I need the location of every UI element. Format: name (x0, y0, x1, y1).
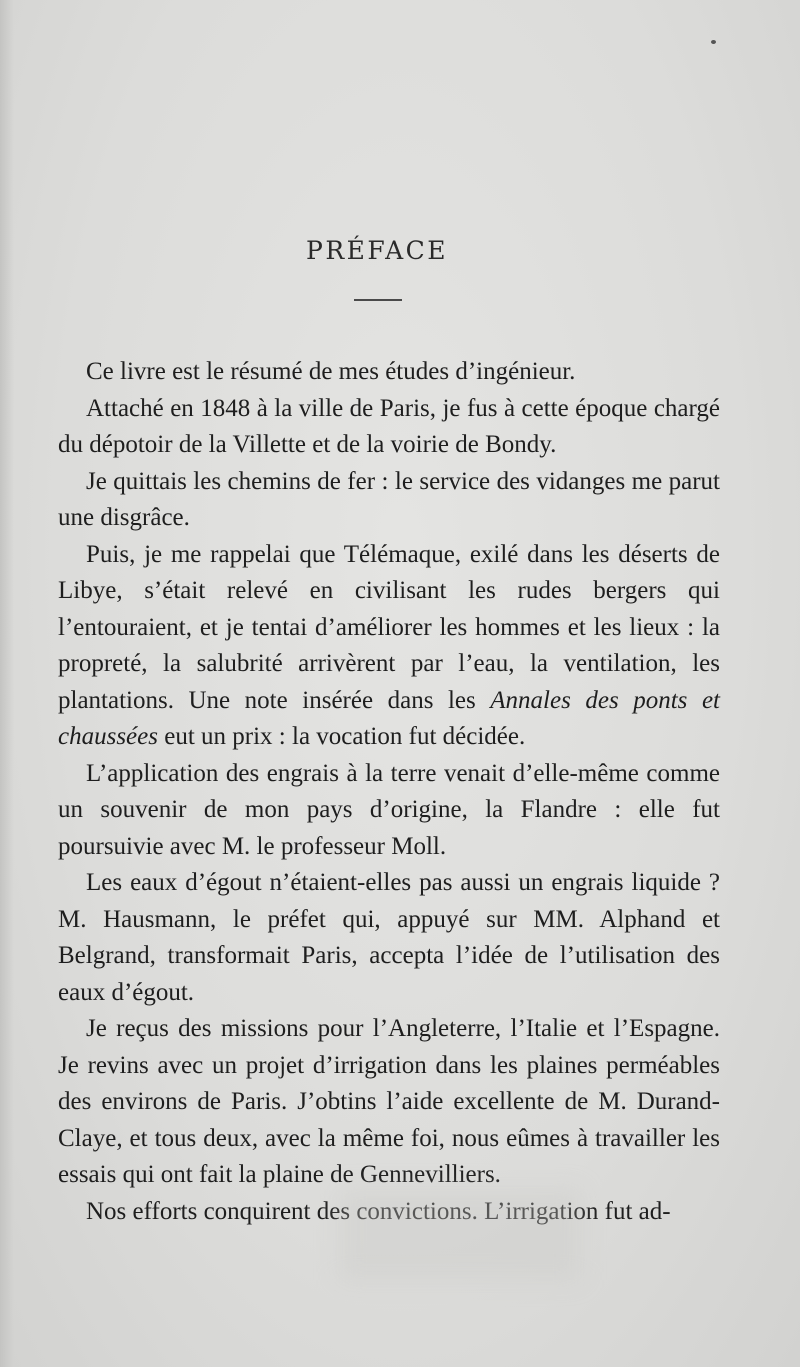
paragraph-3: Je quittais les chemins de fer : le service des vidanges me parut une disgrâce. (58, 467, 720, 531)
paragraph-8: Nos efforts conquirent des convictions. L’irrigation fut ad- (86, 1197, 671, 1225)
paragraph-4-text-after: eut un prix : la vocation fut décidée. (157, 723, 526, 750)
paragraph-5: L’application des engrais à la terre venait d’elle-même comme un souvenir de mon pays d’origine, la Flandre : elle fut poursuivie avec M. le professeur Moll. (58, 759, 720, 860)
journal-title-italic: Annales des ponts et chaussées (58, 686, 720, 750)
paragraph-4 (58, 537, 720, 756)
paper-stain (340, 1190, 580, 1280)
paragraph-1: Ce livre est le résumé de mes études d’ingénieur. (86, 358, 576, 385)
ink-speck (711, 40, 716, 44)
title-rule (354, 299, 402, 301)
paragraph-2: Attaché en 1848 à la ville de Paris, je fus à cette époque chargé du dépotoir de la Villette et de la voirie de Bondy. (58, 394, 720, 458)
paragraph-4-text-before: Puis, je me rappelai que Télémaque, exilé dans les déserts de Libye, s’était relevé en civilisant les rudes bergers qui l’entouraient, et je tentai d’améliorer les hommes et les lieux : la propreté, la salubrité arrivèrent par l’eau, la ventilation, les plantations. Une note insérée dans les (58, 540, 720, 714)
paragraph-6: Les eaux d’égout n’étaient-elles pas aussi un engrais liquide ? M. Hausmann, le préfet qui, appuyé sur MM. Alphand et Belgrand, transformait Paris, accepta l’idée de l’utilisation des eaux d’égout. (58, 869, 720, 1006)
page-title: PRÉFACE (306, 236, 448, 265)
body-text (58, 354, 720, 1230)
paragraph-7: Je reçus des missions pour l’Angleterre, l’Italie et l’Espagne. Je revins avec un projet d’irrigation dans les plaines perméables des environs de Paris. J’obtins l’aide excellente de M. Durand-Claye, et tous deux, avec la même foi, nous eûmes à travailler les essais qui ont fait la plaine de Gennevilliers. (58, 1015, 720, 1188)
